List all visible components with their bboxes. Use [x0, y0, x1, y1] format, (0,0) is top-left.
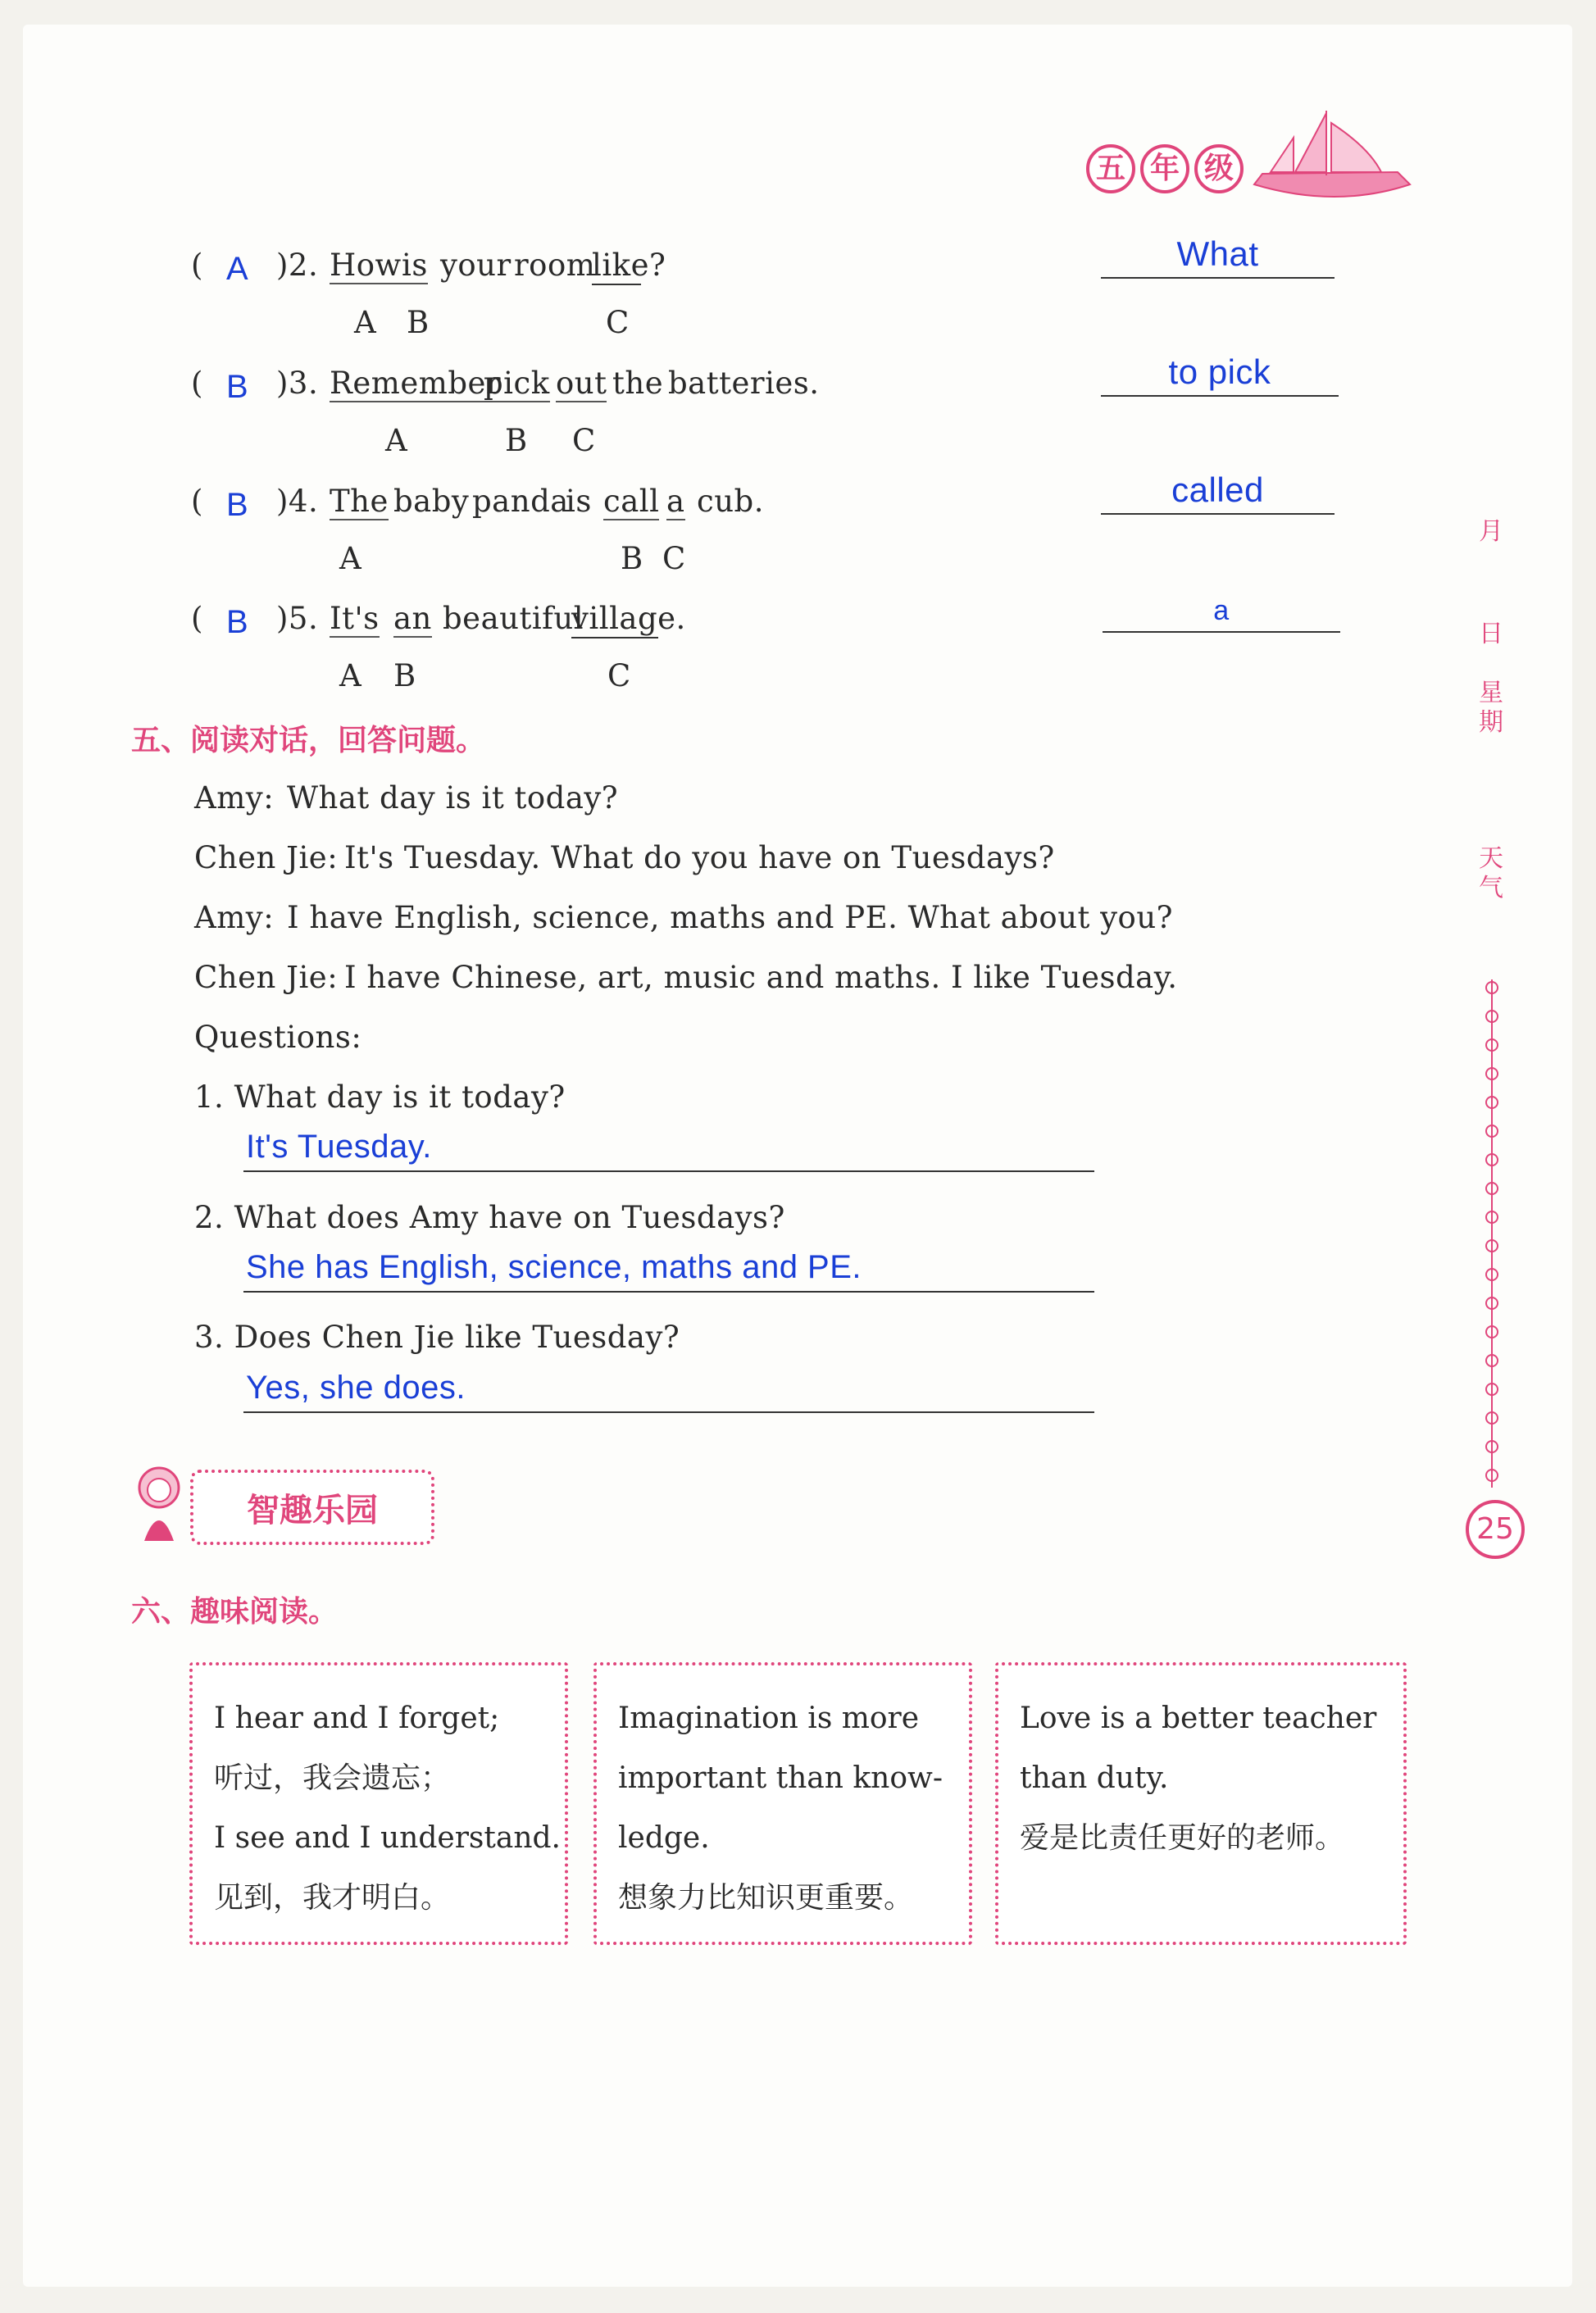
grade-char: 年 [1140, 144, 1189, 193]
word-underlined: The [330, 484, 389, 519]
grade-char: 级 [1194, 144, 1244, 193]
quote-line: than duty. [1020, 1761, 1169, 1795]
word: baby [393, 484, 470, 519]
quote-line: ledge. [618, 1821, 710, 1855]
question-answer: She has English, science, maths and PE. [246, 1249, 862, 1285]
item-number: )3. [276, 366, 319, 401]
dialogue-speaker: Amy: [194, 780, 275, 816]
week-label: 星期 [1479, 679, 1503, 737]
dialogue-speaker: Chen Jie: [194, 840, 339, 875]
option-letter: C [607, 658, 631, 693]
quote-line: Imagination is more [618, 1702, 920, 1735]
day-label: 日 [1479, 620, 1503, 648]
question-text: 3. Does Chen Jie like Tuesday? [194, 1320, 680, 1355]
quote-line: I see and I understand. [214, 1821, 561, 1855]
item-number: )5. [276, 601, 319, 636]
option-letter: C [606, 305, 630, 340]
quote-line: I hear and I forget; [214, 1702, 500, 1735]
word-underlined-partial: village. [571, 601, 686, 636]
dialogue-line: I have English, science, maths and PE. What about you? [287, 900, 1173, 935]
weather-label: 天气 [1479, 844, 1503, 902]
word-underlined: is [402, 248, 428, 283]
section6-title: 六、趣味阅读。 [131, 1595, 339, 1629]
word-underlined: out [556, 366, 607, 401]
word-underlined: an [393, 601, 432, 636]
word: beautiful [443, 601, 584, 636]
question-text: 1. What day is it today? [194, 1079, 566, 1115]
option-letter: C [572, 423, 596, 458]
correction-answer: called [1171, 470, 1264, 509]
quote-box [189, 1662, 568, 1945]
option-letter: B [505, 423, 528, 458]
section5-title: 五、阅读对话，回答问题。 [131, 724, 486, 757]
choice-answer: A [226, 251, 249, 287]
quote-line: Love is a better teacher [1020, 1702, 1377, 1735]
option-letter: A [339, 541, 362, 576]
word: is [566, 484, 592, 519]
dialogue-line: It's Tuesday. What do you have on Tuesdays? [344, 840, 1055, 875]
question-answer: It's Tuesday. [246, 1129, 432, 1165]
correction-answer: to pick [1168, 352, 1271, 391]
word-underlined: a [666, 484, 685, 519]
word: batteries. [668, 366, 820, 401]
question-text: 2. What does Amy have on Tuesdays? [194, 1200, 785, 1235]
banner-title: 智趣乐园 [247, 1491, 378, 1529]
question-answer: Yes, she does. [246, 1370, 466, 1406]
questions-label: Questions: [194, 1020, 362, 1055]
option-letter: B [393, 658, 416, 693]
dialogue-line: I have Chinese, art, music and maths. I like Tuesday. [344, 960, 1178, 995]
option-letter: A [385, 423, 408, 458]
girl-mascot-icon [131, 1463, 187, 1545]
choice-answer: B [226, 487, 249, 523]
word-underlined: call [603, 484, 660, 519]
word: your [440, 248, 512, 283]
bracket-open: ( [191, 484, 203, 519]
word-underlined-partial: like? [592, 248, 666, 283]
word-underlined: How [330, 248, 402, 283]
option-letter: B [621, 541, 643, 576]
bracket-open: ( [191, 366, 203, 401]
quote-box [593, 1662, 972, 1945]
bracket-open: ( [191, 601, 203, 636]
choice-answer: B [226, 369, 249, 405]
word-underlined: pick [484, 366, 550, 401]
quote-box [995, 1662, 1407, 1945]
correction-answer: What [1176, 234, 1259, 273]
item-number: )2. [276, 248, 319, 283]
word-underlined: Remember [330, 366, 502, 401]
word: the [612, 366, 664, 401]
option-letter: A [339, 658, 362, 693]
choice-answer: B [226, 604, 249, 640]
month-label: 月 [1479, 517, 1503, 546]
flower-chain-decoration [1476, 979, 1508, 1488]
bracket-open: ( [191, 248, 203, 283]
dialogue-line: What day is it today? [287, 780, 619, 816]
item-number: )4. [276, 484, 319, 519]
option-letter: C [662, 541, 686, 576]
dialogue-speaker: Amy: [194, 900, 275, 935]
quote-line: important than know- [618, 1761, 943, 1795]
quote-line: 听过，我会遗忘； [214, 1761, 451, 1795]
fun-corner-banner [190, 1470, 434, 1545]
page-number: 25 [1466, 1500, 1525, 1559]
dialogue-speaker: Chen Jie: [194, 960, 339, 995]
word: cub. [697, 484, 764, 519]
quote-line: 爱是比责任更好的老师。 [1020, 1821, 1345, 1855]
quote-line: 想象力比知识更重要。 [618, 1881, 914, 1915]
correction-answer: a [1213, 595, 1230, 626]
word: room [514, 248, 596, 283]
quote-line: 见到，我才明白。 [214, 1881, 451, 1915]
word: panda [472, 484, 569, 519]
word-underlined: It's [330, 601, 380, 636]
option-letter: A [354, 305, 377, 340]
option-letter: B [407, 305, 430, 340]
grade-char: 五 [1086, 144, 1135, 193]
sailboat-icon [1246, 107, 1422, 213]
